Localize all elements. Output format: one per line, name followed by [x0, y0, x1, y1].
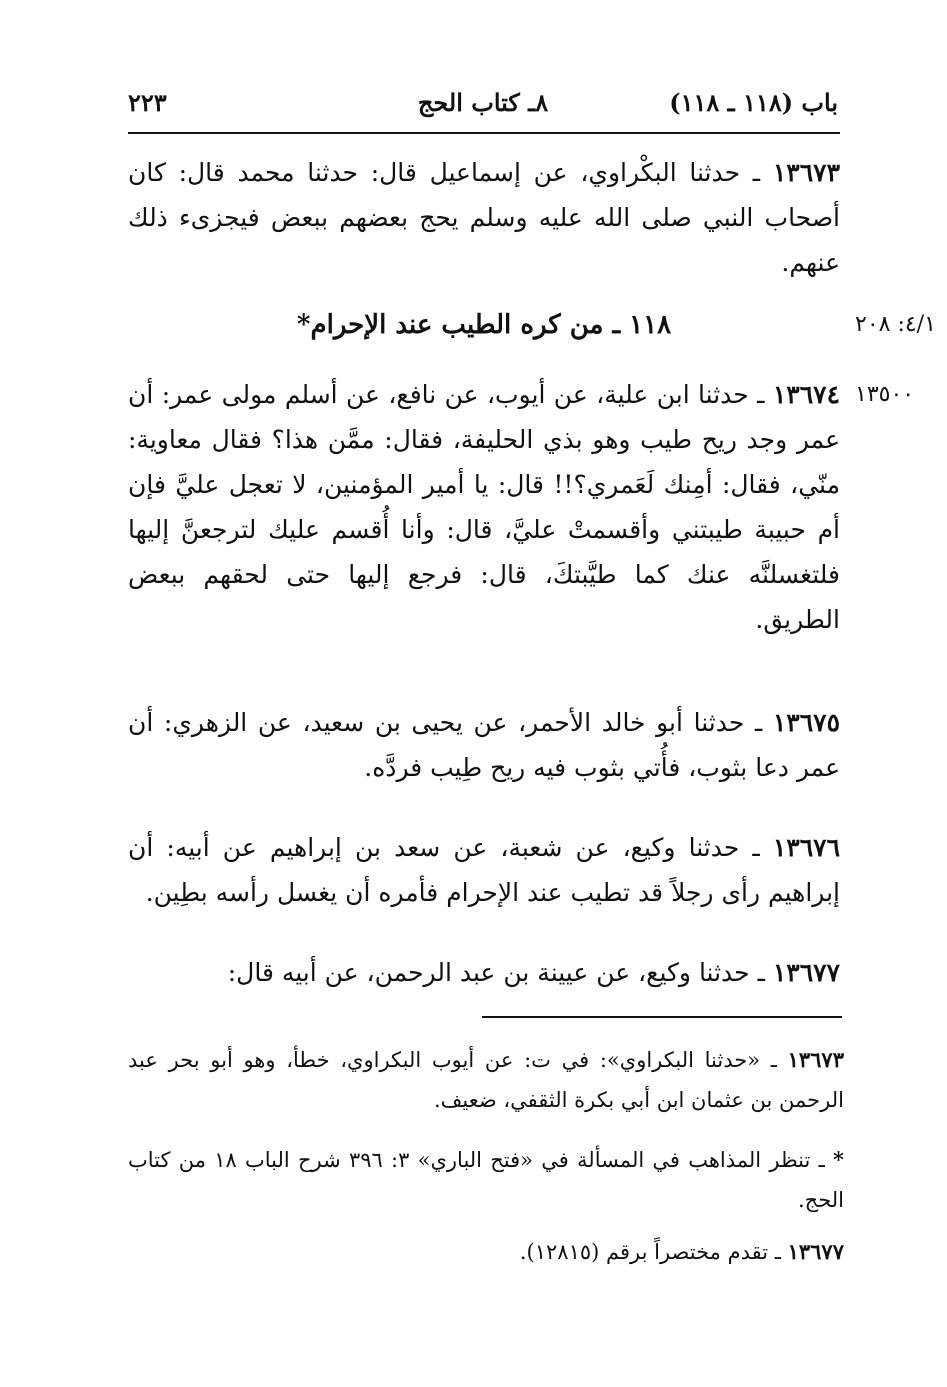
hadith-text: ـ حدثنا وكيع، عن عيينة بن عبد الرحمن، عن أبيه قال:: [227, 958, 765, 987]
footnote-divider: [482, 1016, 842, 1018]
running-header: [128, 88, 838, 128]
chapter-reference: باب (١١٨ ـ ١١٨): [669, 88, 838, 117]
header-divider: [128, 132, 840, 134]
footnote-text: ـ تقدم مختصراً برقم (١٢٨١٥).: [519, 1240, 781, 1264]
hadith-number: ١٣٦٧٦: [772, 833, 841, 862]
footnote-marker: *: [832, 1147, 844, 1172]
hadith-text: ـ حدثنا البكْراوي، عن إسماعيل قال: حدثنا محمد قال: كان أصحاب النبي صلى الله عليه وسلم يحج بعضهم ببعض فيجزىء ذلك عنهم.: [128, 158, 840, 277]
hadith-number: ١٣٦٧٧: [772, 958, 840, 987]
footnote-text: ـ «حدثنا البكراوي»: في ت: عن أيوب البكراوي، خطأ، وهو أبو بحر عبد الرحمن بن عثمان ابن أبي بكرة الثقفي، ضعيف.: [128, 1048, 844, 1112]
footnote-text: ـ تنظر المذاهب في المسألة في «فتح الباري» ٣: ٣٩٦ شرح الباب ١٨ من كتاب الحج.: [128, 1148, 844, 1212]
hadith-entry: [128, 950, 840, 995]
margin-reference: ٤/١: ٢٠٨: [855, 312, 936, 337]
section-title: ١١٨ ـ من كره الطيب عند الإحرام*: [296, 310, 672, 340]
page-number: ٢٢٣: [128, 88, 167, 117]
hadith-text: ـ حدثنا أبو خالد الأحمر، عن يحيى بن سعيد، عن الزهري: أن عمر دعا بثوب، فأُتي بثوب فيه ريح طِيب فردَّه.: [128, 708, 840, 782]
margin-reference: ١٣٥٠٠: [855, 382, 915, 407]
hadith-entry: [128, 700, 840, 790]
hadith-text: ـ حدثنا ابن علية، عن أيوب، عن نافع، عن أسلم مولى عمر: أن عمر وجد ريح طيب وهو بذي الحليفة، فقال: ممَّن هذا؟ فقال معاوية: منّي، فقال: أمِنك لَعَمري؟!! قال: يا أمير المؤمنين، لا تعجل عليَّ فإن أم حبيبة طيبتني وأقسمتْ عليَّ، قال: وأنا أُقسم عليك لترجعنَّ إليها فلتغسلنَّه عنك كما طيَّبتكَ، قال: فرجع إليها حتى لحقهم ببعض الطريق.: [128, 380, 840, 634]
footnote-marker: ١٣٦٧٣: [787, 1047, 844, 1072]
book-title: ٨ـ كتاب الحج: [417, 88, 549, 117]
footnote: [128, 1232, 844, 1272]
footnote: [128, 1040, 844, 1120]
hadith-number: ١٣٦٧٤: [772, 380, 840, 409]
hadith-entry: [128, 825, 840, 915]
hadith-number: ١٣٦٧٥: [772, 708, 840, 737]
hadith-entry: [128, 150, 840, 285]
hadith-number: ١٣٦٧٣: [772, 158, 840, 187]
hadith-entry: [128, 372, 840, 642]
footnote: [128, 1140, 844, 1220]
hadith-text: ـ حدثنا وكيع، عن شعبة، عن سعد بن إبراهيم عن أبيه: أن إبراهيم رأى رجلاً قد تطيب عند الإحرام فأمره أن يغسل رأسه بطِين.: [128, 833, 840, 907]
footnote-marker: ١٣٦٧٧: [787, 1239, 844, 1264]
